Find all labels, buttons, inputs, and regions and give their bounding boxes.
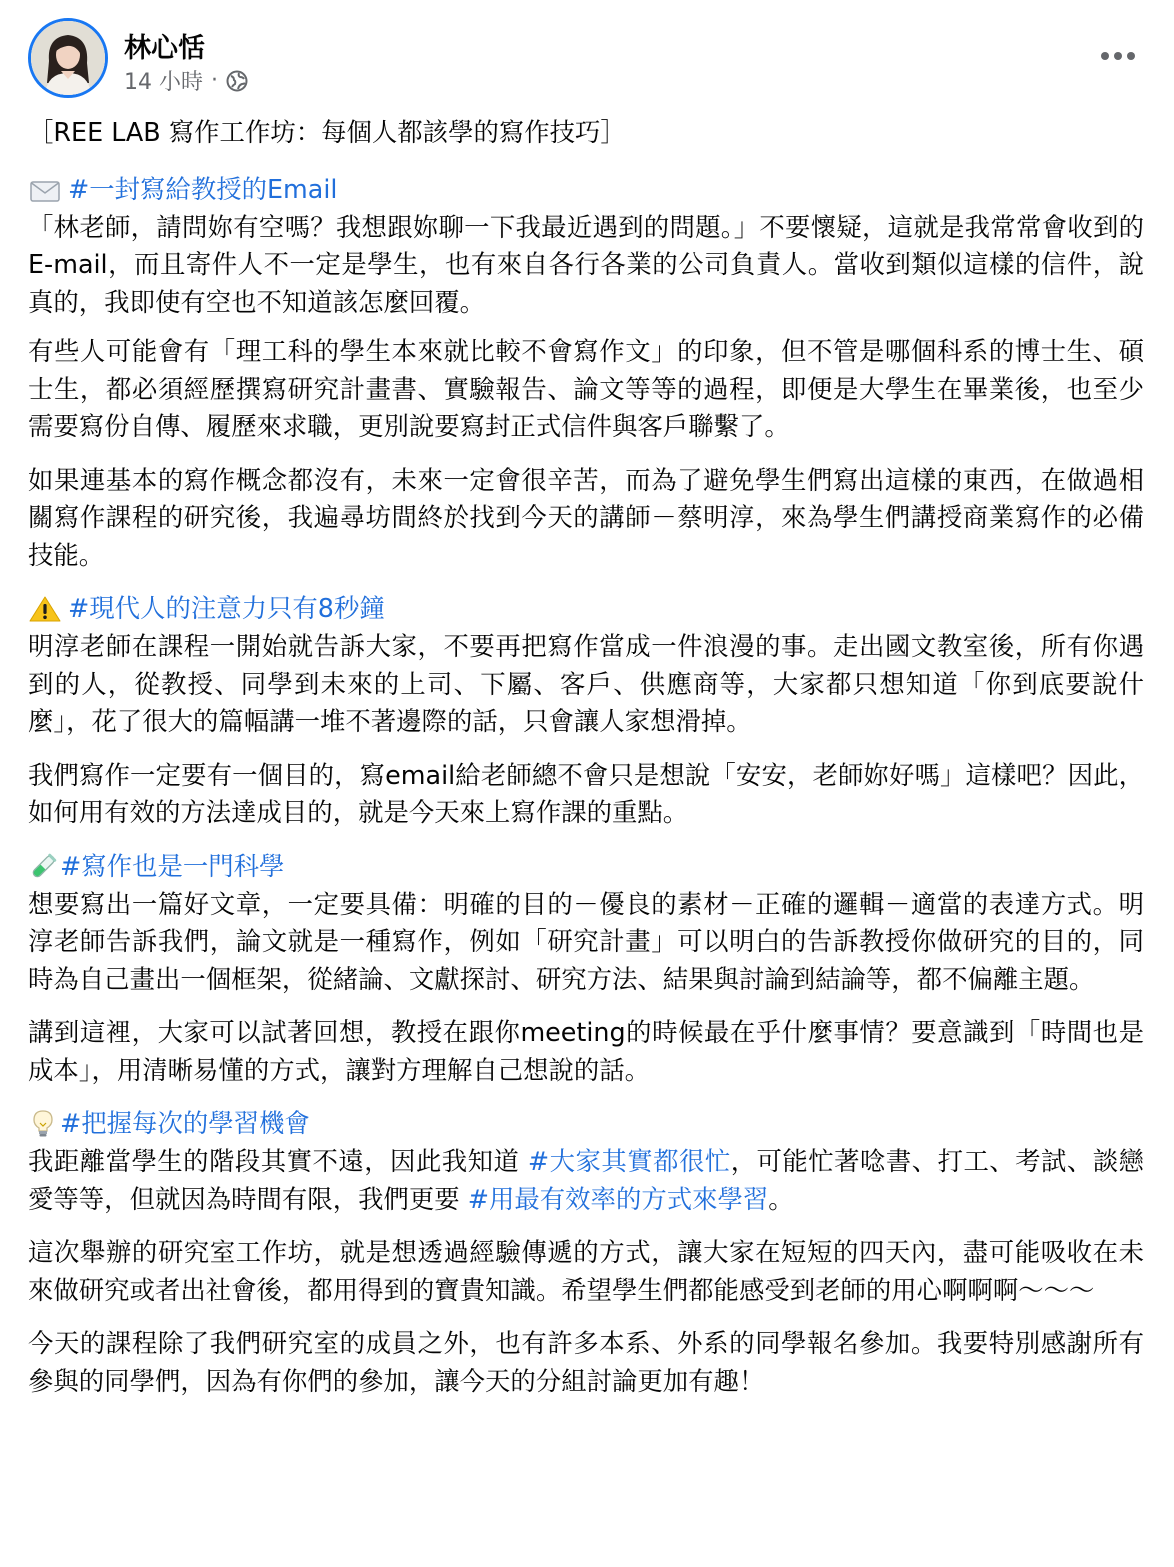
post-header xyxy=(28,18,1146,102)
globe-icon[interactable] xyxy=(226,70,248,92)
hashtag-link[interactable]: #現代人的注意力只有8秒鐘 xyxy=(68,593,385,624)
meta-separator: · xyxy=(211,68,218,93)
light-bulb-icon xyxy=(28,1109,58,1139)
paragraph-text: 我距離當學生的階段其實不遠，因此我知道 xyxy=(28,1146,528,1176)
paragraph-text: 。 xyxy=(768,1183,794,1214)
section-heading xyxy=(28,848,1144,886)
hashtag-link[interactable]: #寫作也是一門科學 xyxy=(60,850,285,881)
author-name[interactable]: 林心恬 xyxy=(124,33,205,64)
paragraph: 「林老師，請問妳有空嗎？我想跟妳聊一下我最近遇到的問題。」不要懷疑，這就是我常常會收到的E-mail，而且寄件人不一定是學生，也有來自各行各業的公司負責人。當收到類似這樣的信件，說真的，我即使有空也不知道該怎麼回覆。 xyxy=(28,211,1144,317)
section-heading xyxy=(28,590,1144,628)
hashtag-link[interactable]: #一封寫給教授的Email xyxy=(68,173,338,204)
avatar-photo xyxy=(31,21,105,95)
post-meta xyxy=(124,65,248,96)
section-heading xyxy=(28,171,1144,209)
warning-icon xyxy=(28,594,62,624)
post-body xyxy=(28,114,1144,1416)
paragraph: 講到這裡，大家可以試著回想，教授在跟你meeting的時候最在乎什麼事情？要意識到「時間也是成本」，用清晰易懂的方式，讓對方理解自己想說的話。 xyxy=(28,1017,1144,1085)
timestamp-link[interactable]: 14 小時 xyxy=(124,70,203,95)
section-heading xyxy=(28,1105,1144,1143)
paragraph: 今天的課程除了我們研究室的成員之外，也有許多本系、外系的同學報名參加。我要特別感謝所有參與的同學們，因為有你們的參加，讓今天的分組討論更加有趣！ xyxy=(28,1328,1144,1396)
hashtag-link[interactable]: #大家其實都很忙 xyxy=(527,1146,731,1176)
paragraph: 想要寫出一篇好文章，一定要具備：明確的目的－優良的素材－正確的邏輯－適當的表達方式。明淳老師告訴我們，論文就是一種寫作，例如「研究計畫」可以明白的告訴教授你做研究的目的，同時為自己畫出一個框架，從緒論、文獻探討、研究方法、結果與討論到結論等，都不偏離主題。 xyxy=(28,888,1144,994)
avatar[interactable] xyxy=(28,18,108,98)
post-title: ［REE LAB 寫作工作坊：每個人都該學的寫作技巧］ xyxy=(28,117,626,147)
paragraph: 明淳老師在課程一開始就告訴大家，不要再把寫作當成一件浪漫的事。走出國文教室後，所有你遇到的人，從教授、同學到未來的上司、下屬、客戶、供應商等，大家都只想知道「你到底要說什麼」，花了很大的篇幅講一堆不著邊際的話，只會讓人家想滑掉。 xyxy=(28,631,1144,736)
paragraph: 這次舉辦的研究室工作坊，就是想透過經驗傳遞的方式，讓大家在短短的四天內，盡可能吸收在未來做研究或者出社會後，都用得到的寶貴知識。希望學生們都能感受到老師的用心啊啊啊～～～ xyxy=(28,1237,1144,1305)
hashtag-link[interactable]: #用最有效率的方式來學習 xyxy=(467,1183,769,1214)
more-options-icon[interactable] xyxy=(1090,36,1146,76)
envelope-icon xyxy=(28,175,62,205)
paragraph xyxy=(28,1143,1144,1218)
test-tube-icon xyxy=(28,852,58,882)
paragraph-text: ，可能忙著唸書、打工、考試、談戀愛等等，但就因為時間有限，我們更要 xyxy=(28,1146,1144,1214)
hashtag-link[interactable]: #把握每次的學習機會 xyxy=(60,1108,310,1139)
paragraph: 我們寫作一定要有一個目的，寫email給老師總不會只是想說「安安，老師妳好嗎」這樣吧？因此，如何用有效的方法達成目的，就是今天來上寫作課的重點。 xyxy=(28,759,1144,827)
paragraph: 如果連基本的寫作概念都沒有，未來一定會很辛苦，而為了避免學生們寫出這樣的東西，在做過相關寫作課程的研究後，我遍尋坊間終於找到今天的講師－蔡明淳，來為學生們講授商業寫作的必備技能。 xyxy=(28,464,1144,570)
paragraph: 有些人可能會有「理工科的學生本來就比較不會寫作文」的印象，但不管是哪個科系的博士生、碩士生，都必須經歷撰寫研究計畫書、實驗報告、論文等等的過程，即便是大學生在畢業後，也至少需要寫份自傳、履歷來求職，更別說要寫封正式信件與客戶聯繫了。 xyxy=(28,336,1144,441)
